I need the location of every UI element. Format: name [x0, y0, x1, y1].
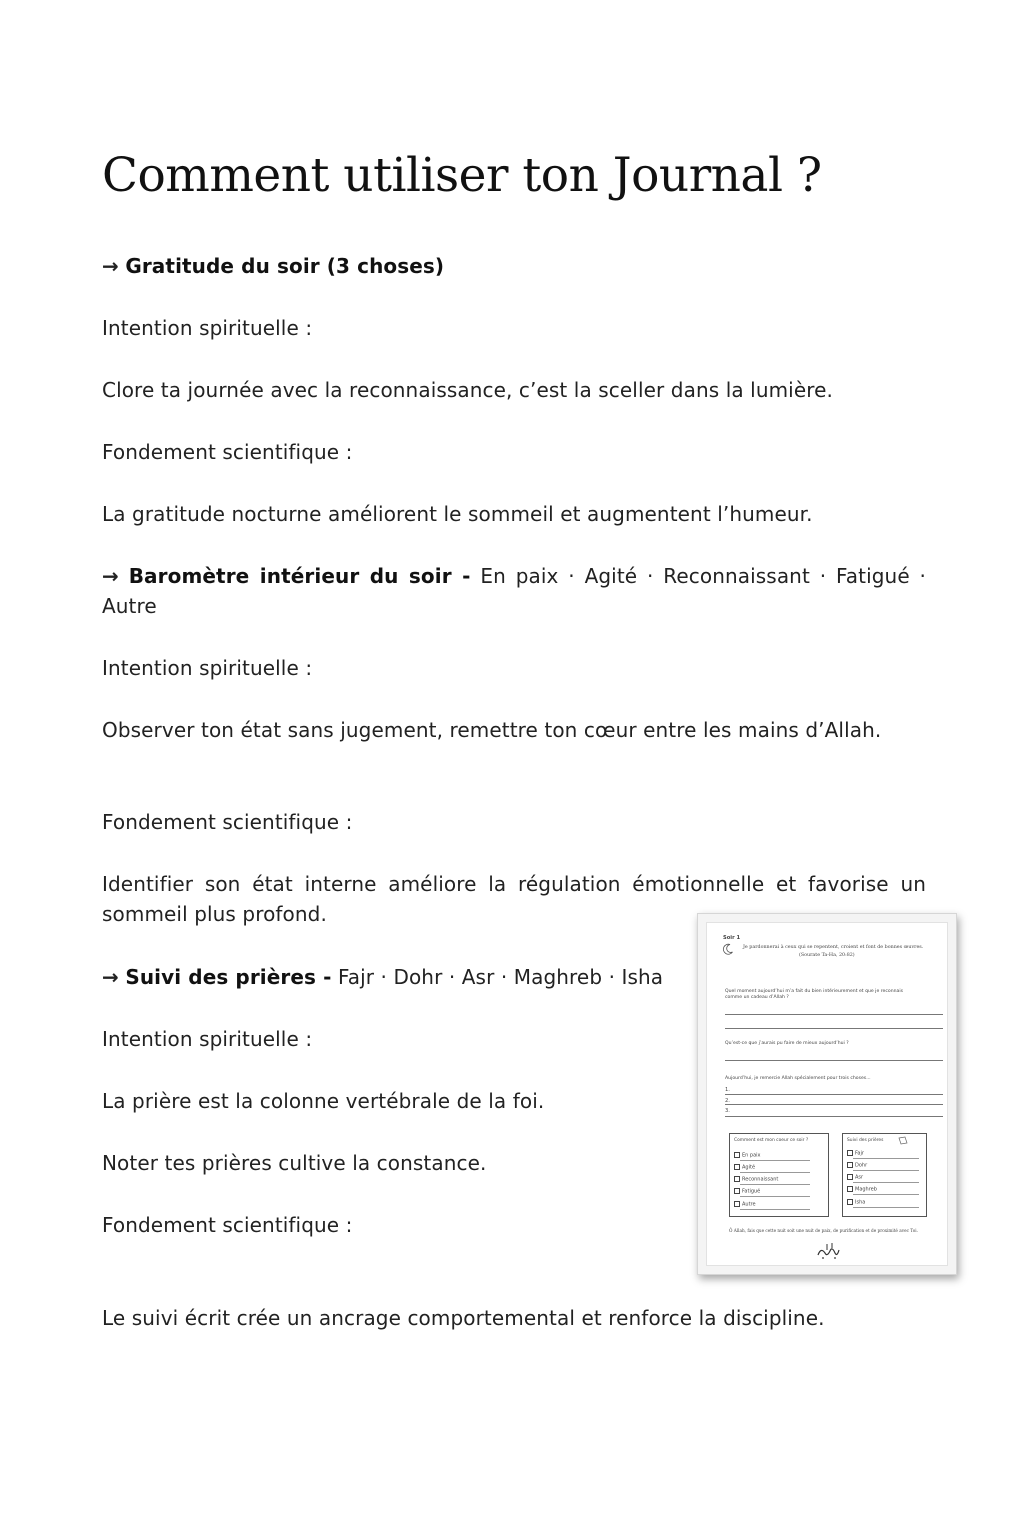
- thumb-mood-box: Comment est mon coeur ce soir ? En paix Agité Reconnaissant Fatigué Autre: [729, 1133, 829, 1217]
- journal-page: Soir 1 Je pardonnerai à ceux qui se repentent, croient et font de bonnes œuvres. (Sourate Ta-Ha, 20:82) Quel moment aujourd’hui m’a fait du bien intérieurement et que je reconnais comme un cadeau d’Allah ? Qu’est-ce que j’aurais pu faire de mieux aujourd’hui ? Aujourd’hui, je remercie Allah spécialement pour trois choses... 1. 2. 3. Comment est mon coeur ce soir ? En paix Agité Reconnaissant Fatigué Autre Suivi des prières Fajr Dohr Asr Maghreb Isha Ô Allah, fais que cette nuit soit une nuit de paix, de purification et de proximité avec Toi.: [706, 922, 948, 1266]
- journal-page-thumbnail: [697, 913, 957, 1275]
- thumb-question-2: Qu’est-ce que j’aurais pu faire de mieux aujourd’hui ?: [725, 1041, 849, 1046]
- thumb-question-3: Aujourd’hui, je remercie Allah spécialement pour trois choses...: [725, 1076, 871, 1081]
- intention-text: La prière est la colonne vertébrale de la foi.: [102, 1089, 545, 1113]
- arrow-icon: →: [102, 254, 119, 278]
- fondement-label: Fondement scientifique :: [102, 810, 353, 834]
- thumb-verse: Je pardonnerai à ceux qui se repentent, croient et font de bonnes œuvres.: [743, 945, 924, 950]
- fondement-label: Fondement scientifique :: [102, 440, 353, 464]
- section-heading-gratitude: → Gratitude du soir (3 choses): [102, 254, 445, 278]
- science-text: Identifier son état interne améliore la régulation émotionnelle et favorise un sommeil plus profond.: [102, 872, 926, 926]
- intention-label: Intention spirituelle :: [102, 1027, 313, 1051]
- thumb-header-label: Soir 1: [723, 935, 741, 941]
- thumb-verse-ref: (Sourate Ta-Ha, 20:82): [799, 953, 855, 958]
- intention-text: Observer ton état sans jugement, remettre ton cœur entre les mains d’Allah.: [102, 718, 882, 742]
- science-text: La gratitude nocturne améliorent le sommeil et augmentent l’humeur.: [102, 502, 813, 526]
- logo-icon: [815, 1241, 841, 1261]
- intention-text: Noter tes prières cultive la constance.: [102, 1151, 487, 1175]
- science-text: Le suivi écrit crée un ancrage comportemental et renforce la discipline.: [102, 1306, 825, 1330]
- thumb-question-1-cont: comme un cadeau d’Allah ?: [725, 995, 789, 1000]
- arrow-icon: →: [102, 564, 119, 588]
- moon-icon: [722, 943, 734, 955]
- intention-label: Intention spirituelle :: [102, 656, 313, 680]
- section-heading-prieres: → Suivi des prières - Fajr · Dohr · Asr · Maghreb · Isha: [102, 965, 664, 989]
- thumb-prayer-box: Suivi des prières Fajr Dohr Asr Maghreb Isha: [842, 1133, 927, 1217]
- page-title: Comment utiliser ton Journal ?: [102, 148, 822, 203]
- intention-text: Clore ta journée avec la reconnaissance, c’est la sceller dans la lumière.: [102, 378, 833, 402]
- section-heading-barometre: → Baromètre intérieur du soir - En paix · Agité · Reconnaissant · Fatigué · Autre: [102, 564, 927, 618]
- intention-label: Intention spirituelle :: [102, 316, 313, 340]
- prayer-options: Fajr · Dohr · Asr · Maghreb · Isha: [331, 965, 664, 989]
- prayer-mat-icon: [898, 1136, 908, 1145]
- arrow-icon: →: [102, 965, 119, 989]
- mood-options: En paix · Agité · Reconnaissant · Fatigué · Autre: [102, 564, 927, 618]
- thumb-closing-dua: Ô Allah, fais que cette nuit soit une nuit de paix, de purification et de proximité avec Toi.: [729, 1228, 918, 1233]
- fondement-label: Fondement scientifique :: [102, 1213, 353, 1237]
- thumb-question-1: Quel moment aujourd’hui m’a fait du bien intérieurement et que je reconnais: [725, 989, 904, 994]
